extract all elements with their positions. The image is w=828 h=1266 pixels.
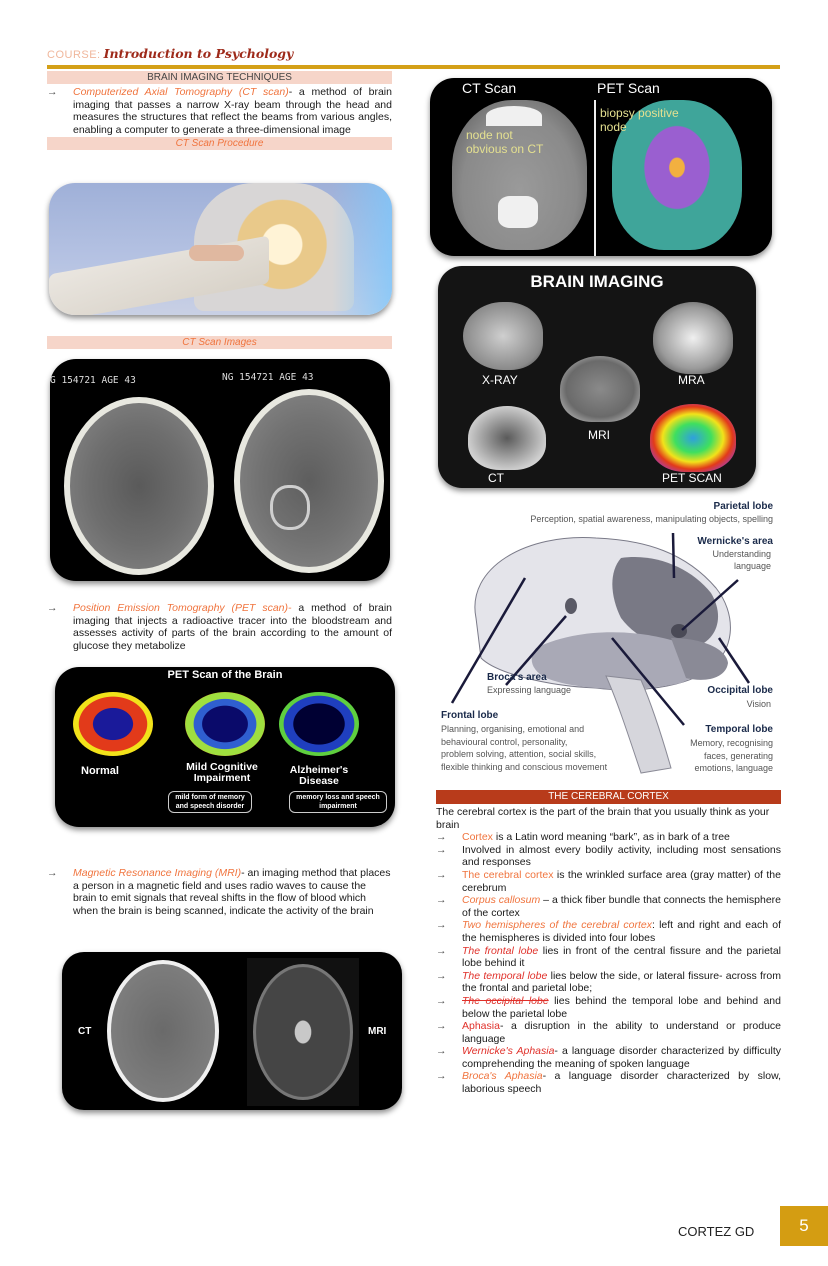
bullet-text: lies behind the temporal lobe and behind and below the parietal lobe (462, 994, 781, 1020)
temporal-desc-line: emotions, language (694, 763, 773, 773)
ct-scan-images (50, 359, 390, 581)
temporal-desc-line: faces, generating (703, 750, 773, 761)
cortex-bullet (436, 844, 781, 869)
pet-label-mci: Mild Cognitive Impairment (186, 761, 258, 784)
arrow-icon: → (436, 868, 447, 881)
label-ct: CT (488, 471, 504, 485)
ct-neck-scan (452, 100, 587, 250)
arrow-icon: → (47, 602, 58, 614)
bullet-term: Aphasia (462, 1020, 500, 1033)
left-column (47, 71, 392, 150)
lesion (270, 485, 310, 530)
frontal-desc-line: flexible thinking and conscious movement (441, 761, 608, 772)
cortex-intro: The cerebral cortex is the part of the brain that you usually think as your brain (436, 806, 770, 831)
bullet-text: - a disruption in the ability to understand or produce language (462, 1020, 781, 1045)
pet-note: biopsy positive node (600, 106, 679, 134)
mri-axial-scan (253, 964, 353, 1100)
pet-definition (47, 602, 392, 652)
cortex-bullet (436, 1020, 781, 1045)
pet-sagittal (650, 404, 736, 472)
bullet-text: is the wrinkled surface area (gray matter) of the cerebrum (462, 868, 781, 894)
brain-lobes-diagram (436, 498, 781, 778)
temporal-lobe-name: Temporal lobe (705, 724, 773, 735)
cerebral-cortex-band: THE CEREBRAL CORTEX (436, 790, 781, 804)
page-number: 5 (780, 1206, 828, 1246)
bullet-term: The occipital lobe (462, 994, 549, 1007)
ct-term: Computerized Axial Tomography (CT scan) (73, 86, 289, 98)
cortex-bullet (436, 1070, 781, 1095)
spine (498, 196, 538, 228)
ct-procedure-band: CT Scan Procedure (47, 137, 392, 150)
pet-label-normal: Normal (81, 765, 119, 777)
ct-procedure-photo (49, 183, 392, 315)
course-label: COURSE: (47, 49, 101, 61)
ct-pet-neck-image (430, 78, 772, 256)
pet-image-title: PET Scan of the Brain (167, 669, 283, 681)
cortex-bullet (436, 831, 781, 844)
cortex-bullet (436, 995, 781, 1020)
ct-note: node not obvious on CT (466, 128, 544, 156)
divider-line (594, 100, 596, 256)
ct-label: CT (78, 1026, 92, 1037)
bullet-term: The frontal lobe (462, 944, 539, 957)
pet-term: Position Emission Tomography (PET scan)- (73, 602, 292, 614)
occipital-lobe-name: Occipital lobe (707, 685, 773, 696)
parietal-lobe-name: Parietal lobe (713, 501, 773, 512)
ct-text: - a method of brain imaging that passes a narrow X-ray beam through the head and measures the structures that reflect the beams from various angles, enabling a computer to generate a three-dimensional image (73, 86, 392, 136)
bullet-term: Broca's Aphasia (462, 1070, 543, 1083)
course-title: Introduction to Psychology (103, 46, 294, 61)
patient (189, 245, 244, 261)
arrow-icon: → (436, 843, 447, 856)
cortex-bullet (436, 945, 781, 970)
mri-panel (247, 958, 359, 1106)
ct-scan-right (234, 389, 384, 573)
pet-note-mci: mild form of memory and speech disorder (168, 791, 252, 813)
ct-scan-left (64, 397, 214, 575)
frontal-desc-line: problem solving, attention, social skills, (441, 749, 597, 759)
cortex-bullet (436, 894, 781, 919)
label-xray: X-RAY (482, 373, 518, 387)
header-divider (47, 65, 780, 69)
mra-head (653, 302, 733, 374)
arrow-icon: → (436, 969, 447, 982)
bullet-term: Corpus callosum (462, 894, 541, 907)
pet-text: a method of brain imaging that injects a radioactive tracer into the bloodstream and assesses activity of parts of the brain according to the amount of glucose they metabolize (73, 602, 392, 652)
section-title-band: BRAIN IMAGING TECHNIQUES (47, 71, 392, 84)
ct-images-band: CT Scan Images (47, 336, 392, 349)
wernicke-area-desc1: Understanding (712, 549, 771, 559)
arrow-icon: → (47, 86, 58, 98)
frontal-desc-line: behavioural control, personality, (441, 736, 568, 747)
ct-caption-right: NG 154721 AGE 43 (222, 372, 314, 383)
bullet-term: The cerebral cortex (462, 868, 554, 881)
label-mri: MRI (588, 428, 610, 442)
mri-definition (47, 867, 392, 917)
pet-brain-normal (73, 692, 153, 756)
cortex-bullet (436, 970, 781, 995)
pet-brain-alzheimers (279, 692, 359, 756)
brain-imaging-collage (438, 266, 756, 488)
ct-mri-comparison-image (62, 952, 402, 1110)
arrow-icon: → (436, 919, 447, 932)
bullet-text: - a language disorder characterized by slow, laborious speech (462, 1070, 781, 1096)
occipital-lobe-desc: Vision (746, 699, 771, 709)
temporal-lobe-desc (690, 737, 773, 775)
pet-brain-mci (185, 692, 265, 756)
arrow-icon: → (47, 867, 58, 879)
arrow-icon: → (436, 1020, 447, 1033)
bullet-text: lies in front of the central fissure and the parietal lobe behind it (462, 944, 781, 970)
pet-scan-title: PET Scan (597, 80, 660, 96)
arrow-icon: → (436, 994, 447, 1007)
mri-sagittal (560, 356, 640, 422)
ct-scan-title: CT Scan (462, 80, 517, 96)
bullet-text: - a language disorder characterized by difficulty comprehending the meaning of spoken language (462, 1045, 782, 1070)
mri-term: Magnetic Resonance Imaging (MRI) (73, 867, 242, 879)
frontal-lobe-name: Frontal lobe (441, 710, 499, 721)
bullet-text: is a Latin word meaning “bark”, as in bark of a tree (492, 831, 730, 844)
pet-label-alzheimers: Alzheimer's Disease (289, 764, 349, 787)
broca-area-desc: Expressing language (487, 685, 572, 695)
arrow-icon: → (436, 831, 447, 844)
parietal-lobe-desc: Perception, spatial awareness, manipulating objects, spelling (530, 514, 773, 524)
bullet-term: Wernicke's Aphasia (462, 1045, 555, 1058)
cortex-bullet (436, 869, 781, 894)
temporal-desc-line: Memory, recognising (690, 738, 773, 748)
cortex-bullet (436, 1045, 781, 1070)
label-mra: MRA (678, 373, 705, 387)
jaw-bone (486, 106, 542, 126)
bullet-term: Two hemispheres of the cerebral cortex (462, 919, 652, 932)
frontal-lobe-desc (441, 723, 607, 773)
ct-sagittal (468, 406, 546, 470)
arrow-icon: → (436, 1070, 447, 1083)
scanner-glow (332, 183, 392, 315)
arrow-icon: → (436, 1045, 447, 1058)
arrow-icon: → (436, 894, 447, 907)
bullet-text: lies below the side, or lateral fissure- across from the frontal and parietal lobe; (462, 969, 781, 995)
broca-area-name: Broca's area (487, 672, 547, 683)
mri-text: - an imaging method that places a person in a magnetic field and uses radio waves to cause the brain to emit signals that reveal shifts in the flow of blood which when the brain is being scanned, indicate the activity of the brain (73, 867, 391, 917)
wernicke-area-name: Wernicke's area (697, 536, 773, 547)
arrow-icon: → (436, 944, 447, 957)
ct-caption-left: G 154721 AGE 43 (50, 375, 136, 386)
footer-author: CORTEZ GD (678, 1224, 755, 1239)
pet-note-alzheimers: memory loss and speech impairment (289, 791, 387, 813)
cortex-bullet (436, 919, 781, 944)
bullet-term: Cortex (462, 831, 493, 844)
xray-skull (463, 302, 543, 370)
pet-scan-image (55, 667, 395, 827)
wernicke-area-desc2: language (733, 561, 771, 571)
bullet-term: The temporal lobe (462, 969, 548, 982)
cerebral-cortex-section (436, 790, 781, 1096)
frontal-desc-line: Planning, organising, emotional and (441, 724, 585, 734)
bullet-text: – a thick fiber bundle that connects the hemisphere of the cortex (462, 894, 781, 919)
ct-definition (47, 86, 392, 136)
label-pet-scan: PET SCAN (662, 471, 722, 485)
course-header (47, 46, 293, 66)
ct-axial-scan (107, 960, 219, 1102)
bullet-text: Involved in almost every bodily activity, including most sensations and responses (462, 843, 781, 869)
bullet-text: : left and right and each of the hemispheres is divided into four lobes (462, 919, 782, 944)
brain-imaging-title: BRAIN IMAGING (530, 272, 664, 291)
mri-label: MRI (368, 1026, 387, 1037)
